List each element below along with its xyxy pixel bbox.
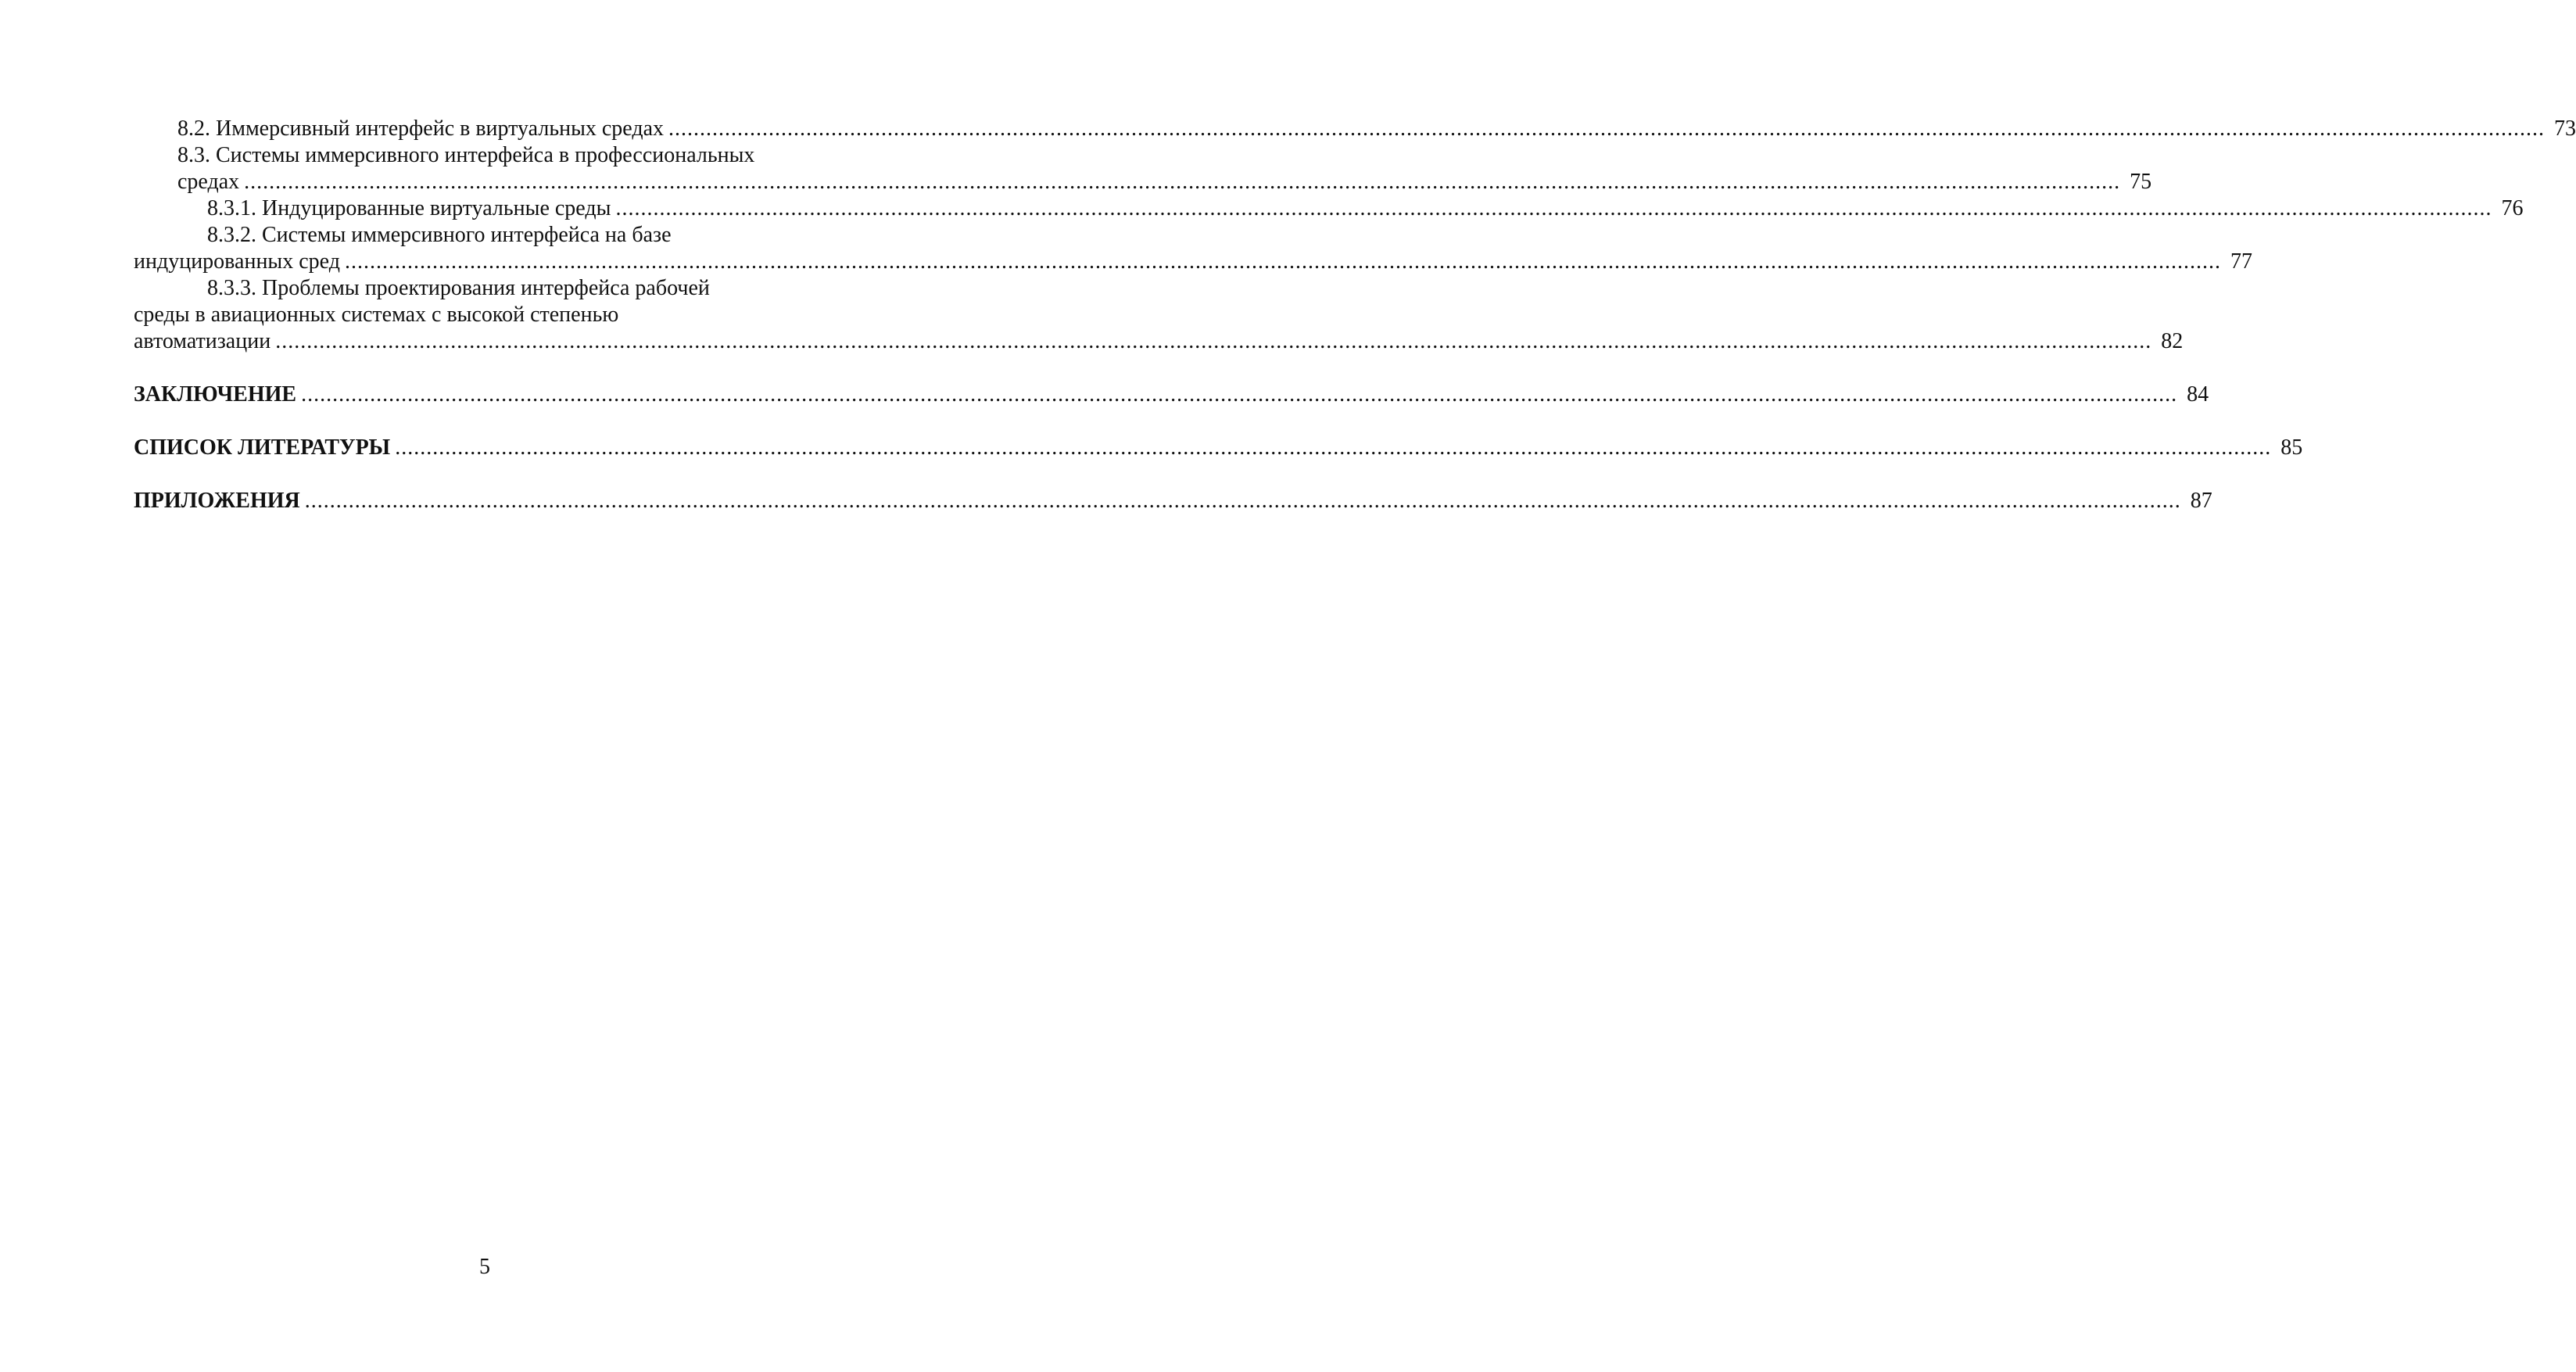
toc-entry-title: ЗАКЛЮЧЕНИЕ bbox=[134, 382, 297, 407]
table-of-contents bbox=[134, 116, 2576, 514]
toc-entry-title-continued: средах bbox=[177, 170, 240, 194]
toc-entry-title: 8.3.2. Системы иммерсивного интерфейса на базе bbox=[207, 223, 672, 247]
toc-entry-title-continued: автоматизации bbox=[134, 329, 271, 353]
toc-entry-8-3-line1[interactable] bbox=[134, 142, 837, 169]
toc-page-number: 75 bbox=[2130, 170, 2152, 194]
toc-entry-8-3-2-line1[interactable] bbox=[134, 222, 837, 249]
toc-page-number: 87 bbox=[2190, 489, 2212, 513]
toc-leader-dots: ............................................................................................................................................................................................................................................................................................................ bbox=[344, 249, 2221, 274]
page-number: 5 bbox=[479, 1255, 490, 1279]
toc-entry-8-3-3-line3[interactable] bbox=[134, 328, 2184, 355]
toc-leader-dots: ............................................................................................................................................................................................................................................................................................................ bbox=[244, 170, 2121, 194]
toc-leader-dots: ............................................................................................................................................................................................................................................................................................................ bbox=[301, 382, 2178, 407]
toc-entry-title: ПРИЛОЖЕНИЯ bbox=[134, 489, 300, 513]
toc-page-number: 82 bbox=[2161, 329, 2184, 353]
toc-entry-8-3-line2[interactable] bbox=[134, 169, 2152, 195]
toc-page-number: 73 bbox=[2554, 116, 2576, 141]
toc-entry-title: СПИСОК ЛИТЕРАТУРЫ bbox=[134, 435, 391, 460]
toc-entry-8-3-3-line1[interactable] bbox=[134, 275, 837, 302]
toc-entry-title: 8.3.3. Проблемы проектирования интерфейса рабочей bbox=[207, 276, 710, 300]
toc-spacer bbox=[134, 461, 837, 488]
toc-entry-title: 8.3.1. Индуцированные виртуальные среды bbox=[207, 196, 611, 220]
toc-entry-conclusion[interactable] bbox=[134, 382, 2209, 408]
toc-entry-title: 8.2. Иммерсивный интерфейс в виртуальных средах bbox=[177, 116, 665, 141]
toc-page-number: 76 bbox=[2501, 196, 2524, 220]
toc-entry-8-2[interactable] bbox=[134, 116, 2576, 142]
toc-leader-dots: ............................................................................................................................................................................................................................................................................................................ bbox=[304, 489, 2181, 513]
toc-page-number: 85 bbox=[2280, 435, 2303, 460]
toc-page-number: 84 bbox=[2187, 382, 2209, 407]
toc-entry-references[interactable] bbox=[134, 435, 2303, 461]
toc-spacer bbox=[134, 355, 837, 382]
toc-leader-dots: ............................................................................................................................................................................................................................................................................................................ bbox=[275, 329, 2152, 353]
toc-entry-8-3-2-line2[interactable] bbox=[134, 249, 2252, 275]
toc-entry-appendices[interactable] bbox=[134, 488, 2212, 514]
toc-entry-8-3-1[interactable] bbox=[134, 195, 2524, 222]
toc-entry-title-continued: среды в авиационных системах с высокой степенью bbox=[134, 303, 619, 327]
toc-spacer bbox=[134, 408, 837, 435]
toc-entry-8-3-3-line2[interactable] bbox=[134, 302, 837, 328]
toc-leader-dots: ............................................................................................................................................................................................................................................................................................................ bbox=[615, 196, 2492, 220]
toc-entry-title: 8.3. Системы иммерсивного интерфейса в профессиональных bbox=[177, 143, 755, 167]
toc-page-number: 77 bbox=[2230, 249, 2252, 274]
toc-leader-dots: ............................................................................................................................................................................................................................................................................................................ bbox=[395, 435, 2272, 460]
toc-leader-dots: ............................................................................................................................................................................................................................................................................................................ bbox=[668, 116, 2546, 141]
toc-entry-title-continued: индуцированных сред bbox=[134, 249, 340, 274]
